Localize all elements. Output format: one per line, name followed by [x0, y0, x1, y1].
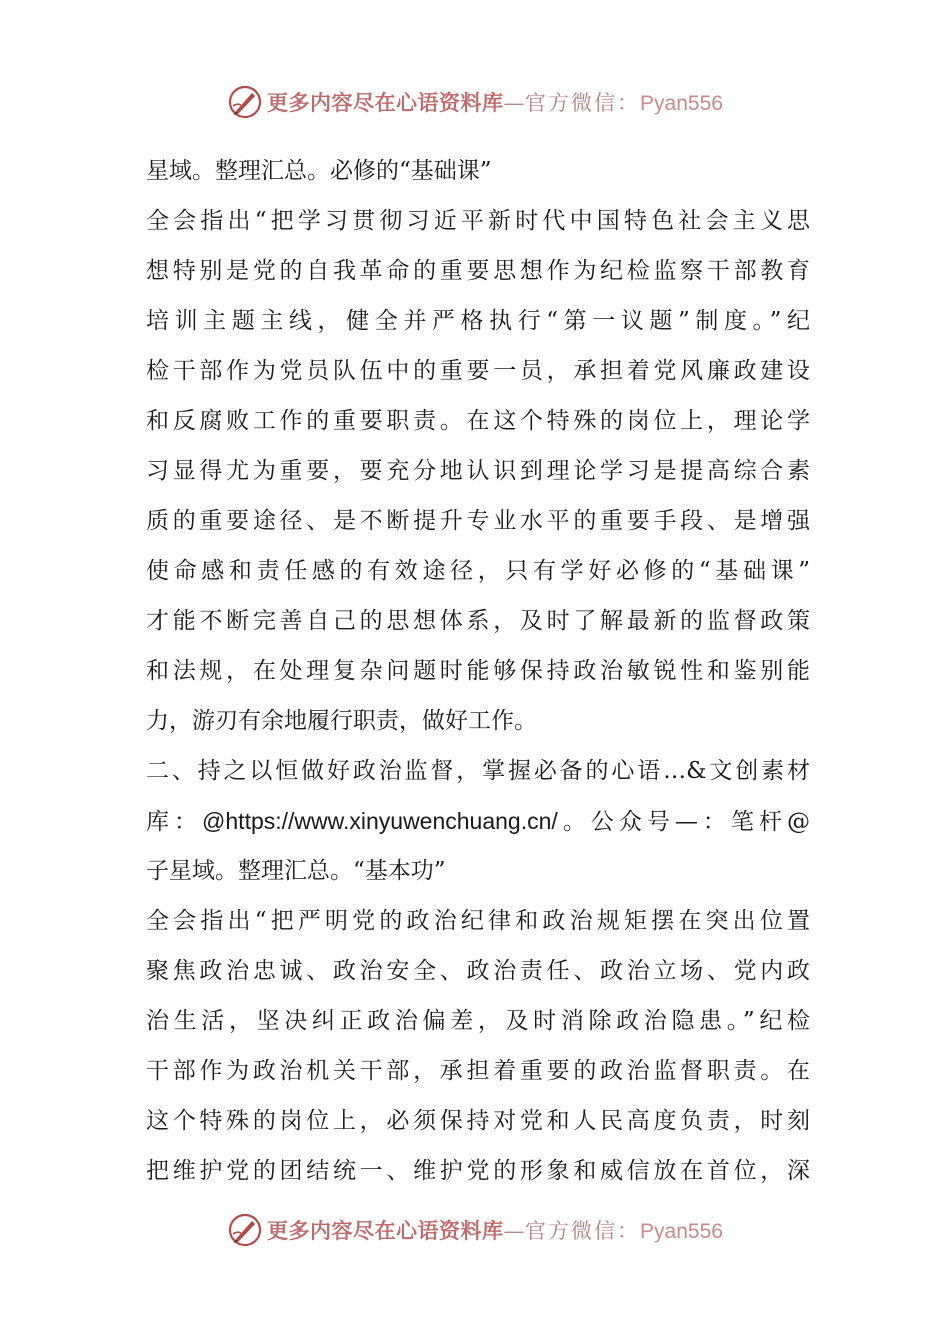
text-line: 全会指出“把学习贯彻习近平新时代中国特色社会主义思 [146, 208, 810, 234]
footer-wechat-id: Pyan556 [640, 1220, 723, 1243]
text-line: 培训主题主线，健全并严格执行“第一议题”制度。”纪 [146, 308, 810, 334]
pen-logo-icon [227, 1212, 263, 1248]
text-line: 这个特殊的岗位上，必须保持对党和人民高度负责，时刻 [146, 1108, 810, 1134]
text-line: 全会指出“把严明党的政治纪律和政治规矩摆在突出位置 [146, 908, 810, 934]
text-line: 把维护党的团结统一、维护党的形象和威信放在首位，深 [146, 1158, 810, 1184]
text-line-with-url [146, 796, 810, 846]
text-line: 聚焦政治忠诚、政治安全、政治责任、政治立场、党内政 [146, 958, 810, 984]
header-wechat-id: Pyan556 [640, 92, 723, 115]
footer-main-text: 更多内容尽在心语资料库 [267, 1218, 504, 1243]
text-line: 习显得尤为重要，要充分地认识到理论学习是提高综合素 [146, 458, 810, 484]
website-url: @https://www.xinyuwenchuang.cn/ [202, 808, 558, 834]
line-prefix: 库： [146, 809, 203, 835]
text-line: 星域。整理汇总。必修的“基础课” [146, 158, 492, 184]
text-line: 检干部作为党员队伍中的重要一员，承担着党风廉政建设 [146, 358, 810, 384]
section-heading-line: 二、持之以恒做好政治监督，掌握必备的心语…&文创素材 [146, 758, 810, 784]
header-separator: — [503, 91, 526, 115]
text-line: 想特别是党的自我革命的重要思想作为纪检监察干部教育 [146, 258, 810, 284]
text-line: 干部作为政治机关干部，承担着重要的政治监督职责。在 [146, 1058, 810, 1084]
text-line: 质的重要途径、是不断提升专业水平的重要手段、是增强 [146, 508, 810, 534]
header-text [267, 87, 723, 117]
text-line: 和反腐败工作的重要职责。在这个特殊的岗位上，理论学 [146, 408, 810, 434]
header-sub-text: 官方微信： [525, 91, 641, 115]
text-line: 治生活，坚决纠正政治偏差，及时消除政治隐患。”纪检 [146, 1008, 810, 1034]
line-suffix: 。公众号—：笔杆@ [557, 809, 810, 835]
header-main-text: 更多内容尽在心语资料库 [267, 90, 504, 115]
text-line: 和法规，在处理复杂问题时能够保持政治敏锐性和鉴别能 [146, 658, 810, 684]
footer-text [267, 1215, 723, 1245]
text-line: 力，游刃有余地履行职责，做好工作。 [146, 708, 537, 734]
footer-sub-text: 官方微信： [525, 1219, 641, 1243]
document-body [146, 146, 810, 1196]
text-line: 使命感和责任感的有效途径，只有学好必修的“基础课” [146, 558, 810, 584]
footer-separator: — [503, 1219, 526, 1243]
header-banner [0, 78, 950, 126]
pen-logo-icon [227, 84, 263, 120]
text-line: 子星域。整理汇总。“基本功” [146, 858, 446, 884]
footer-banner [0, 1206, 950, 1254]
text-line: 才能不断完善自己的思想体系，及时了解最新的监督政策 [146, 608, 810, 634]
